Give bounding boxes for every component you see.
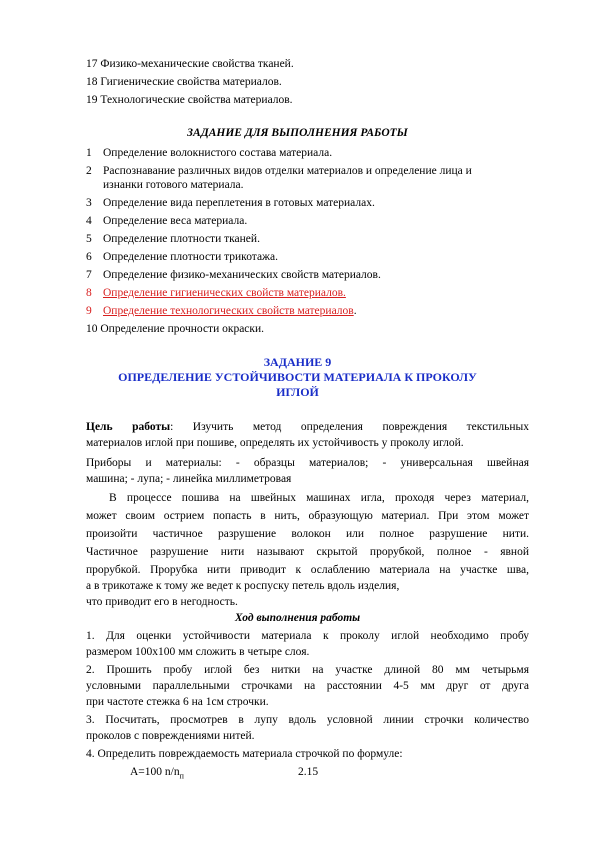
task-number: 4 — [86, 215, 92, 227]
paragraph-line: произойти частичное разрушение волокон или полное разрушение нити. — [86, 528, 529, 540]
step-line: 2. Прошить пробу иглой без нитки на участке длиной 80 мм четырьмя — [86, 664, 529, 676]
task-item — [86, 232, 260, 246]
task-item-continuation: изнанки готового материала. — [103, 179, 244, 191]
paragraph-line: может своим острием попасть в нить, образующую материал. При этом может — [86, 510, 529, 522]
step-line: 4. Определить повреждаемость материала строчкой по формуле: — [86, 748, 403, 760]
task-number: 8 — [86, 287, 92, 299]
task-text: Определение плотности трикотажа. — [103, 251, 278, 263]
formula-text: А=100 n/n — [130, 766, 180, 778]
task-text: Определение технологических свойств материалов — [103, 305, 354, 317]
assignment-title: ОПРЕДЕЛЕНИЕ УСТОЙЧИВОСТИ МАТЕРИАЛА К ПРОКОЛУ — [118, 370, 477, 384]
task-text: Распознавание различных видов отделки материалов и определение лица и — [103, 165, 472, 177]
intro-item: 17 Физико-механические свойства тканей. — [86, 58, 294, 70]
task-item — [86, 164, 472, 178]
task-item — [86, 250, 278, 264]
goal-line: материалов иглой при пошиве, определять их устойчивость у проколу иглой. — [86, 437, 464, 449]
intro-item: 19 Технологические свойства материалов. — [86, 94, 293, 106]
formula — [130, 765, 184, 783]
task-number: 7 — [86, 269, 92, 281]
formula-subscript: п — [179, 771, 184, 781]
task-text: Определение плотности тканей. — [103, 233, 260, 245]
task-number: 5 — [86, 233, 92, 245]
paragraph-line: а в трикотаже к тому же ведет к роспуску петель вдоль изделия, — [86, 580, 400, 592]
step-line: 1. Для оценки устойчивости материала к проколу иглой необходимо пробу — [86, 630, 529, 642]
task-text-suffix: . — [353, 305, 357, 317]
procedure-heading: Ход выполнения работы — [234, 612, 361, 624]
assignment-number: ЗАДАНИЕ 9 — [263, 355, 332, 369]
paragraph-line: Частичное разрушение нити называют скрытой прорубкой, полное - явной — [86, 546, 529, 558]
step-line: условными параллельными строчками на расстоянии 4-5 мм друг от друга — [86, 680, 529, 692]
task-item — [86, 196, 375, 210]
formula-number: 2.15 — [298, 766, 319, 778]
task-item — [86, 146, 332, 160]
task-item-highlighted — [86, 304, 357, 318]
task-heading: ЗАДАНИЕ ДЛЯ ВЫПОЛНЕНИЯ РАБОТЫ — [187, 127, 408, 139]
task-text: Определение веса материала. — [103, 215, 248, 227]
task-number: 3 — [86, 197, 92, 209]
intro-item: 18 Гигиенические свойства материалов. — [86, 76, 282, 88]
task-text: Определение волокнистого состава материала. — [103, 147, 333, 159]
step-line: размером 100х100 мм сложить в четыре слоя. — [86, 646, 310, 658]
step-line: проколов с повреждениями нитей. — [86, 730, 255, 742]
paragraph-line: В процессе пошива на швейных машинах игла, проходя через материал, — [109, 492, 529, 504]
step-line: 3. Посчитать, просмотрев в лупу вдоль условной линии строчки количество — [86, 714, 529, 726]
goal-label: Цель работы — [86, 421, 171, 433]
task-number: 2 — [86, 165, 92, 177]
task-number: 6 — [86, 251, 92, 263]
task-text: Определение вида переплетения в готовых материалах. — [103, 197, 375, 209]
task-text: Определение физико-механических свойств материалов. — [103, 269, 381, 281]
task-item — [86, 322, 264, 336]
goal-text: : Изучить метод определения повреждения текстильных — [170, 421, 529, 433]
task-number: 1 — [86, 147, 92, 159]
task-text: Определение гигиенических свойств материалов. — [103, 287, 346, 299]
task-number: 9 — [86, 305, 92, 317]
task-text: Определение прочности окраски. — [100, 323, 265, 335]
step-line: при частоте стежка 6 на 1см строчки. — [86, 696, 269, 708]
task-item-highlighted — [86, 286, 346, 300]
tools-line: машина; - лупа; - линейка миллиметровая — [86, 473, 292, 485]
goal-line — [86, 420, 529, 434]
assignment-title-continued: ИГЛОЙ — [276, 385, 319, 399]
task-number: 10 — [86, 323, 98, 335]
tools-line: Приборы и материалы: - образцы материалов; - универсальная швейная — [86, 457, 529, 469]
task-item — [86, 268, 381, 282]
paragraph-line: прорубкой. Прорубка нити приводит к ослаблению материала на участке шва, — [86, 564, 529, 576]
task-item — [86, 214, 247, 228]
paragraph-line: что приводит его в негодность. — [86, 596, 238, 608]
